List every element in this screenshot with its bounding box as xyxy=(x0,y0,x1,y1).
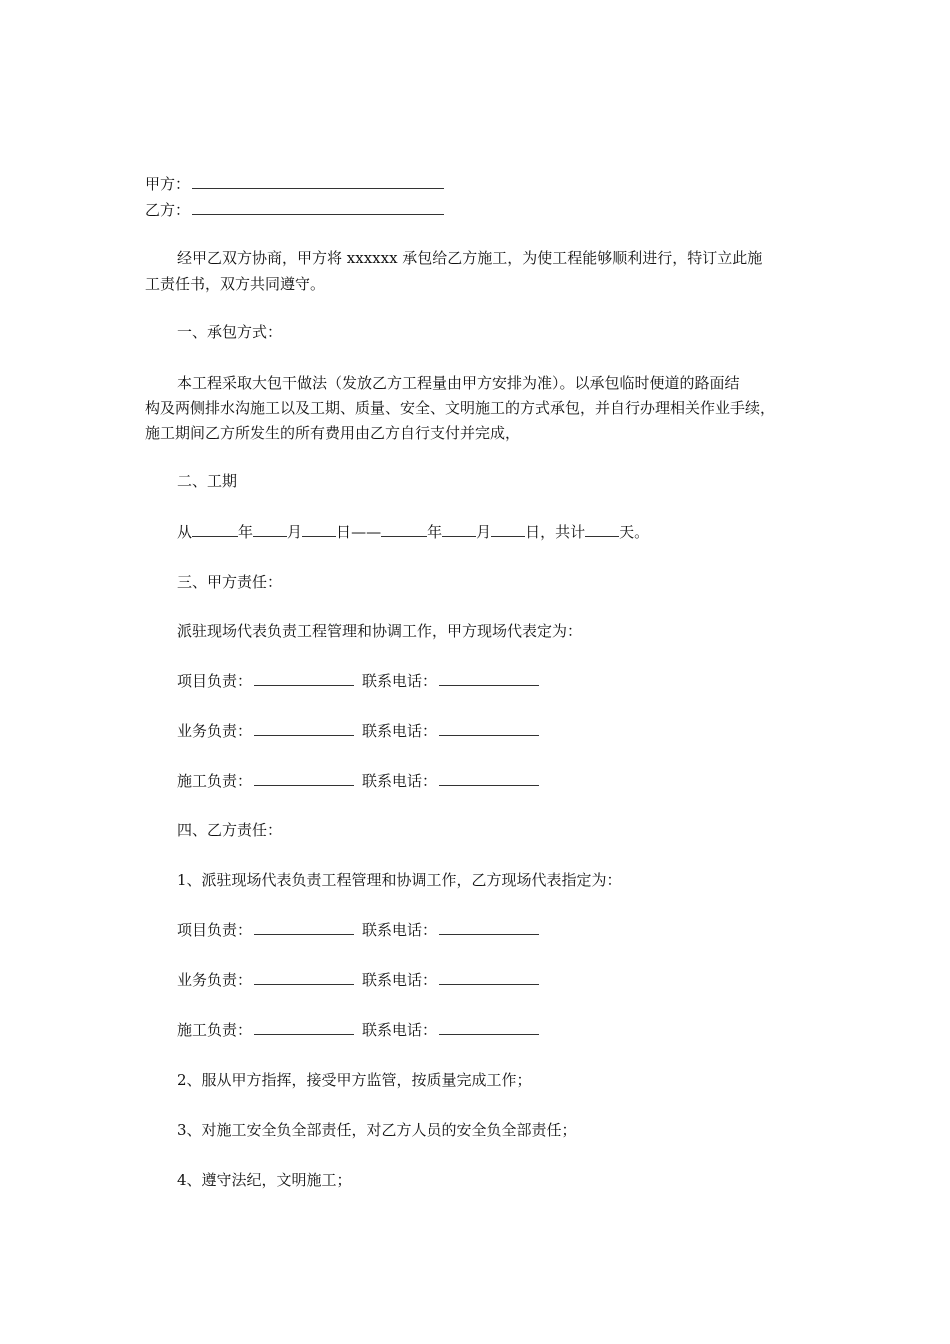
phone-blank[interactable] xyxy=(439,771,539,786)
row-label: 施工负责： xyxy=(177,772,253,790)
phone-label: 联系电话： xyxy=(362,1021,438,1039)
end-year-blank[interactable] xyxy=(381,522,427,537)
row-label: 项目负责： xyxy=(177,672,253,690)
party-b-row-project xyxy=(177,920,539,940)
end-day-blank[interactable] xyxy=(491,522,525,537)
party-b-label: 乙方： xyxy=(145,201,191,219)
period-from: 从 xyxy=(177,523,193,541)
section1-line-2: 构及两侧排水沟施工以及工期、质量、安全、文明施工的方式承包，并自行办理相关作业手续， xyxy=(145,399,776,417)
intro-line-1: 经甲乙双方协商，甲方将 xxxxxx 承包给乙方施工，为使工程能够顺利进行，特订立此施 xyxy=(177,249,763,267)
start-year-blank[interactable] xyxy=(192,522,238,537)
row-label: 业务负责： xyxy=(177,971,253,989)
section4-item-2: 2、服从甲方指挥，接受甲方监管，按质量完成工作； xyxy=(177,1071,532,1089)
intro-line-2: 工责任书，双方共同遵守。 xyxy=(145,275,326,293)
section4-item-4: 4、遵守法纪，文明施工； xyxy=(177,1171,352,1189)
total-days-blank[interactable] xyxy=(585,522,619,537)
name-blank[interactable] xyxy=(254,721,354,736)
end-month-blank[interactable] xyxy=(442,522,476,537)
party-a-row-business xyxy=(177,721,539,741)
section4-item-1: 1、派驻现场代表负责工程管理和协调工作，乙方现场代表指定为： xyxy=(177,871,622,889)
name-blank[interactable] xyxy=(254,1020,354,1035)
phone-blank[interactable] xyxy=(439,970,539,985)
name-blank[interactable] xyxy=(254,771,354,786)
period-month-label-2: 月 xyxy=(476,523,492,541)
row-label: 业务负责： xyxy=(177,722,253,740)
name-blank[interactable] xyxy=(254,970,354,985)
section4-heading: 四、乙方责任： xyxy=(177,821,283,839)
party-b-blank[interactable] xyxy=(192,200,444,215)
period-day-label: 日 xyxy=(336,523,352,541)
period-dash: —— xyxy=(351,523,382,541)
row-label: 项目负责： xyxy=(177,921,253,939)
phone-label: 联系电话： xyxy=(362,971,438,989)
party-a-row-construction xyxy=(177,771,539,791)
section2-heading: 二、工期 xyxy=(177,472,238,490)
phone-blank[interactable] xyxy=(439,721,539,736)
name-blank[interactable] xyxy=(254,920,354,935)
start-day-blank[interactable] xyxy=(302,522,336,537)
period-days-end: 天。 xyxy=(619,523,650,541)
phone-label: 联系电话： xyxy=(362,672,438,690)
phone-label: 联系电话： xyxy=(362,921,438,939)
period-year-label: 年 xyxy=(238,523,254,541)
period-total-label: ，共计 xyxy=(540,523,586,541)
party-a-blank[interactable] xyxy=(192,174,444,189)
section1-line-1: 本工程采取大包干做法（发放乙方工程量由甲方安排为准）。以承包临时便道的路面结 xyxy=(177,374,740,392)
phone-blank[interactable] xyxy=(439,1020,539,1035)
section3-heading: 三、甲方责任： xyxy=(177,573,283,591)
party-a-label: 甲方： xyxy=(145,175,191,193)
party-a-row-project xyxy=(177,671,539,691)
period-month-label: 月 xyxy=(287,523,303,541)
phone-label: 联系电话： xyxy=(362,722,438,740)
name-blank[interactable] xyxy=(254,671,354,686)
phone-blank[interactable] xyxy=(439,671,539,686)
party-b-row-construction xyxy=(177,1020,539,1040)
phone-label: 联系电话： xyxy=(362,772,438,790)
section3-desc: 派驻现场代表负责工程管理和协调工作，甲方现场代表定为： xyxy=(177,622,583,640)
section1-heading: 一、承包方式： xyxy=(177,323,283,341)
period-day-label-2: 日 xyxy=(525,523,541,541)
party-a-line xyxy=(145,174,444,194)
period-line xyxy=(177,522,649,542)
party-b-line xyxy=(145,200,444,220)
period-year-label-2: 年 xyxy=(427,523,443,541)
phone-blank[interactable] xyxy=(439,920,539,935)
party-b-row-business xyxy=(177,970,539,990)
row-label: 施工负责： xyxy=(177,1021,253,1039)
start-month-blank[interactable] xyxy=(253,522,287,537)
section1-line-3: 施工期间乙方所发生的所有费用由乙方自行支付并完成， xyxy=(145,424,521,442)
section4-item-3: 3、对施工安全负全部责任，对乙方人员的安全负全部责任； xyxy=(177,1121,577,1139)
